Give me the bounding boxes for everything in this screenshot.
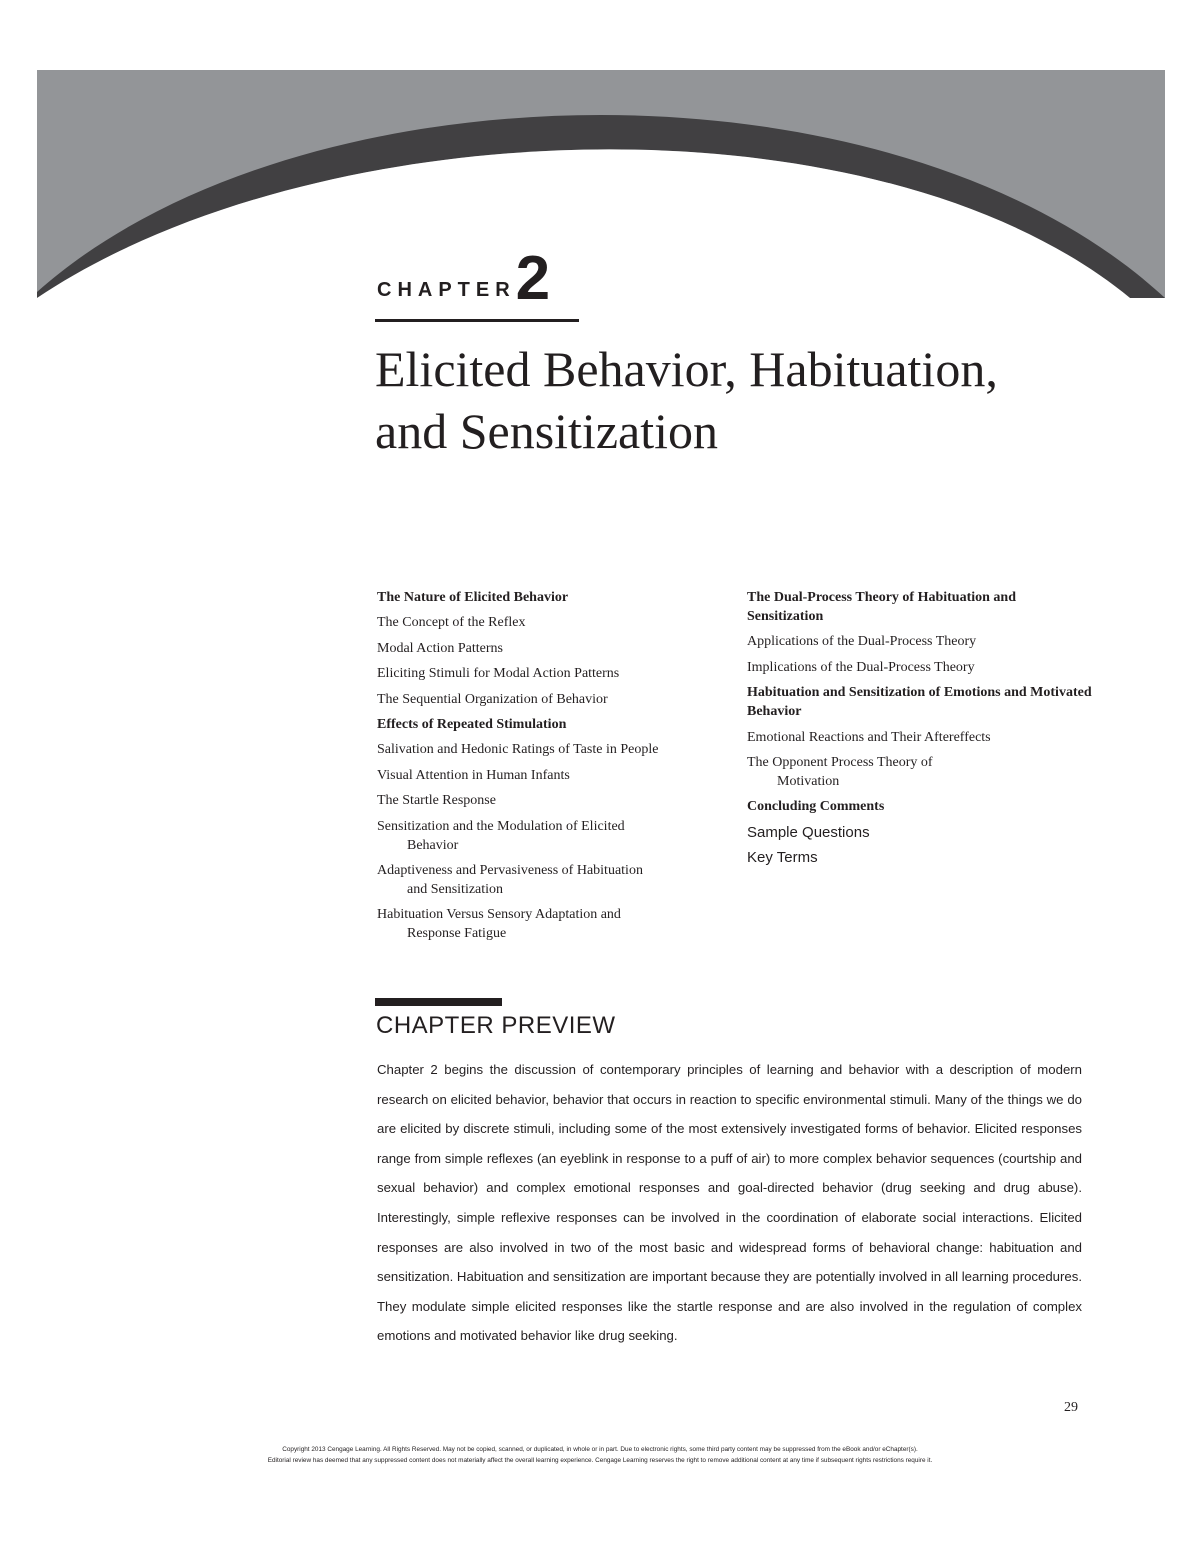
toc-subsection-continued: and Sensitization (407, 881, 504, 897)
chapter-banner-graphic (37, 70, 1165, 298)
copyright-line1: Copyright 2013 Cengage Learning. All Rights Reserved. May not be copied, scanned, or duplicated, in whole or in part. Due to electronic rights, some third party content may be suppressed from the eBook and/or eChapter(s). (282, 1446, 918, 1453)
toc-subsection: Emotional Reactions and Their Aftereffects (747, 729, 991, 745)
page-number: 29 (1064, 1400, 1078, 1415)
copyright-line2: Editorial review has deemed that any suppressed content does not materially affect the overall learning experience. Cengage Learning reserves the right to remove additional content at any time if subsequent rights restrictions require it. (267, 1457, 933, 1464)
copyright-notice (100, 1444, 1100, 1466)
toc-subsection: The Startle Response (377, 793, 496, 809)
preview-heading: CHAPTER PREVIEW (376, 1012, 616, 1039)
toc-subsection-continued: Response Fatigue (407, 926, 507, 942)
toc-subsection: Visual Attention in Human Infants (377, 767, 570, 783)
toc-right-column (747, 588, 1092, 874)
toc-left-column (377, 588, 722, 950)
toc-heading: The Nature of Elicited Behavior (377, 590, 569, 605)
toc-subsection (377, 861, 722, 899)
chapter-title-line2: and Sensitization (375, 403, 718, 459)
preview-body: Chapter 2 begins the discussion of contemporary principles of learning and behavior with a description of modern research on elicited behavior, behavior that occurs in reaction to specific environmental stimuli. Many of the things we do are elicited by discrete stimuli, including some of the most extensively investigated forms of behavior. Elicited responses range from simple reflexes (an eyeblink in response to a puff of air) to more complex behavior sequences (courtship and sexual behavior) and complex emotional responses and goal-directed behavior (drug seeking and drug abuse). Interestingly, simple reflexive responses can be involved in the coordination of elaborate social interactions. Elicited responses are also involved in two of the most basic and widespread forms of behavioral change: habituation and sensitization. Habituation and sensitization are important because they are potentially involved in all learning procedures. They modulate simple elicited responses like the startle response and are also involved in the regulation of complex emotions and motivated behavior like drug seeking. (377, 1062, 1082, 1344)
toc-subsection: Modal Action Patterns (377, 640, 503, 656)
toc-heading: Effects of Repeated Stimulation (377, 716, 567, 732)
toc-heading: Habituation and Sensitization of Emotions and Motivated Behavior (747, 685, 1092, 720)
toc-subsection: Eliciting Stimuli for Modal Action Patterns (377, 666, 620, 682)
chapter-title (375, 338, 1135, 462)
toc-subsection-continued: Behavior (407, 837, 459, 853)
preview-bar (375, 998, 502, 1006)
toc-subsection-text: Adaptiveness and Pervasiveness of Habituation (377, 862, 643, 878)
toc-heading: Concluding Comments (747, 799, 885, 815)
toc-subsection-text: Habituation Versus Sensory Adaptation and (377, 907, 621, 923)
toc-end-matter: Sample Questions (747, 823, 870, 841)
chapter-word: CHAPTER (377, 279, 516, 301)
toc-subsection: The Sequential Organization of Behavior (377, 691, 608, 707)
toc-subsection: Salivation and Hedonic Ratings of Taste in People (377, 742, 659, 758)
chapter-rule (375, 319, 579, 322)
toc-subsection: The Concept of the Reflex (377, 615, 526, 631)
toc-subsection: Implications of the Dual-Process Theory (747, 659, 975, 675)
toc-subsection (747, 753, 1092, 791)
toc-end-matter: Key Terms (747, 849, 818, 867)
chapter-number: 2 (515, 244, 551, 313)
toc-subsection-continued: Motivation (777, 773, 840, 789)
toc-subsection: Applications of the Dual-Process Theory (747, 634, 977, 650)
chapter-label (377, 240, 551, 313)
toc-subsection-text: Sensitization and the Modulation of Elicited (377, 818, 625, 834)
toc-subsection (377, 905, 722, 943)
toc-subsection (377, 817, 722, 855)
chapter-title-line1: Elicited Behavior, Habituation, (375, 341, 998, 397)
toc-subsection-text: The Opponent Process Theory of (747, 754, 933, 770)
toc-heading: The Dual-Process Theory of Habituation and Sensitization (747, 590, 1017, 624)
